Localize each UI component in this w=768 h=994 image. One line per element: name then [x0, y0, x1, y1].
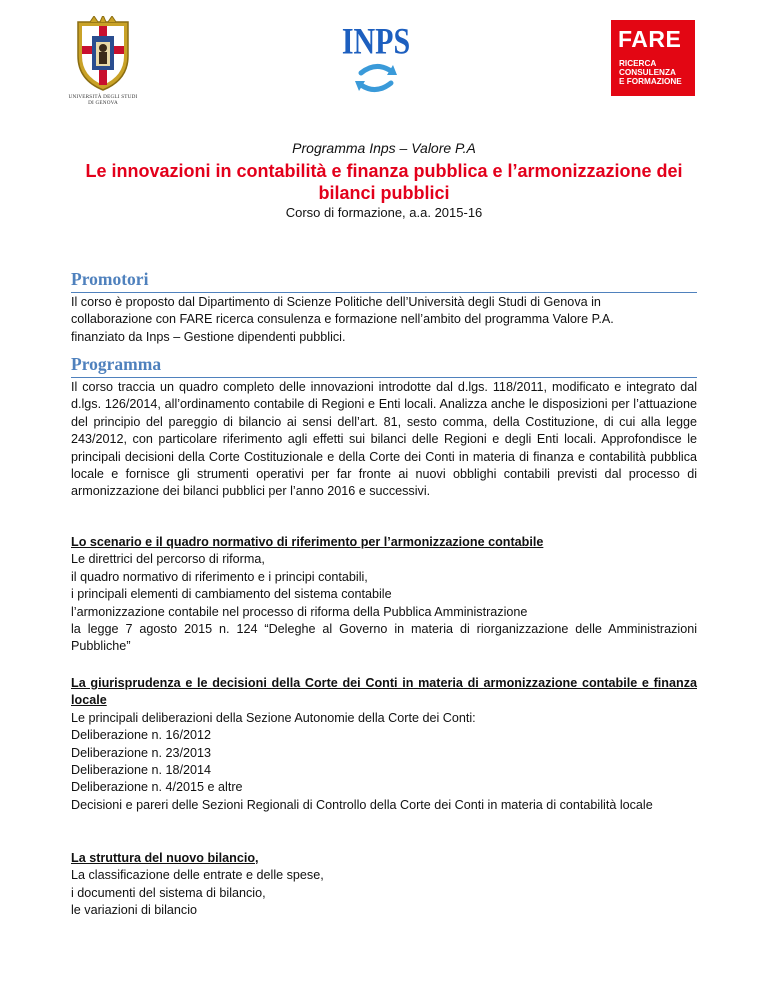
programma-intro: Il corso traccia un quadro completo delle innovazioni introdotte dal d.lgs. 118/2011, modificato e integrato dal d.lgs. 126/2014, all’ordinamento contabile di Regioni e Enti locali. Analizza anche le disposizioni per l’attuazione del principio del pareggio di bilancio ai sensi dell’art. 81, sesto comma, della Costituzione, di cui alla legge 243/2012, con particolare riferimento agli effetti sui bilanci delle Regioni e degli Enti locali. Approfondisce le principali decisioni della Corte Costituzionale e della Corte dei Conti in materia di finanza e contabilità pubblica locale e fornisce gli strumenti operativi per far fronte ai nuovi obblighi contabili previsti dal processo di armonizzazione dei bilanci pubblici per l’anno 2016 e successivi. — [71, 380, 697, 499]
genova-logo-caption: UNIVERSITÀ DEGLI STUDI DI GENOVA — [68, 94, 138, 106]
module-item: il quadro normativo di riferimento e i principi contabili, — [71, 569, 368, 584]
module-item: l’armonizzazione contabile nel processo di riforma della Pubblica Amministrazione — [71, 604, 528, 619]
module-item: Le principali deliberazioni della Sezione Autonomie della Corte dei Conti: — [71, 710, 476, 725]
module-item: Deliberazione n. 18/2014 — [71, 763, 212, 778]
promotori-line: Il corso è proposto dal Dipartimento di Scienze Politiche dell’Università degli Studi di Genova in — [71, 295, 601, 309]
module-title: Lo scenario e il quadro normativo di riferimento per l’armonizzazione contabile — [71, 535, 544, 549]
document-title: Le innovazioni in contabilità e finanza pubblica e l’armonizzazione dei bilanci pubblici — [85, 161, 683, 203]
module-item: Le direttrici del percorso di riforma, — [71, 552, 265, 567]
recycle-arrows-icon — [355, 65, 397, 91]
fare-logo-subtitle: RICERCA CONSULENZA E FORMAZIONE — [619, 59, 682, 86]
genova-seal-icon — [70, 16, 136, 94]
module-giurisprudenza — [71, 675, 697, 814]
module-scenario — [71, 534, 697, 656]
program-line: Programma Inps – Valore P.A — [292, 140, 476, 156]
programma-heading: Programma — [71, 354, 162, 374]
promotori-text — [71, 294, 697, 346]
course-subtitle: Corso di formazione, a.a. 2015-16 — [285, 205, 483, 220]
inps-logo-text: INPS — [341, 21, 411, 63]
inps-logo — [339, 15, 413, 99]
programma-rule — [71, 377, 697, 378]
module-title: La struttura del nuovo bilancio, — [71, 851, 259, 865]
module-item: Deliberazione n. 16/2012 — [71, 728, 212, 743]
module-title: La giurisprudenza e le decisioni della Corte dei Conti in materia di armonizzazione contabile e finanza locale — [71, 676, 697, 708]
promotori-heading: Promotori — [71, 269, 149, 289]
university-genova-logo — [70, 16, 136, 112]
module-item: la legge 7 agosto 2015 n. 124 “Deleghe al Governo in materia di riorganizzazione delle Amministrazioni Pubbliche” — [71, 622, 697, 654]
module-struttura — [71, 850, 697, 920]
module-item: La classificazione delle entrate e delle spese, — [71, 868, 324, 883]
module-item: Decisioni e pareri delle Sezioni Regionali di Controllo della Corte dei Conti in materia di contabilità locale — [71, 797, 653, 812]
promotori-line: collaborazione con FARE ricerca consulenza e formazione nell’ambito del programma Valore P.A. — [71, 312, 614, 327]
module-item: le variazioni di bilancio — [71, 903, 198, 918]
module-item: i documenti del sistema di bilancio, — [71, 885, 266, 900]
module-item: Deliberazione n. 4/2015 e altre — [71, 780, 243, 795]
fare-logo-title: FARE — [618, 26, 682, 52]
module-item: Deliberazione n. 23/2013 — [71, 745, 212, 760]
module-item: i principali elementi di cambiamento del sistema contabile — [71, 587, 392, 602]
promotori-line: finanziato da Inps – Gestione dipendenti pubblici. — [71, 329, 346, 344]
promotori-rule — [71, 292, 697, 293]
fare-logo — [611, 20, 695, 96]
